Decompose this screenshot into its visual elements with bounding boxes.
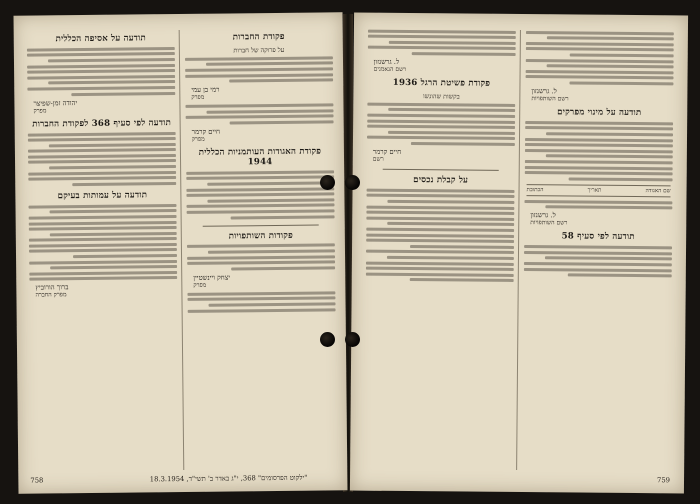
signature-title: מפרק [193,281,207,289]
page-number: 759 [657,476,671,485]
signature-name: ל. גרשנזון [373,57,400,66]
binder-hole [320,332,335,347]
signature-title: רשם הנאמנים [373,65,407,73]
section-heading: פקודת פשיטת הרגל 1936 [392,77,491,89]
section-divider [203,224,319,226]
binder-hole [345,175,360,190]
table-header: הכתובת [526,186,544,193]
section-divider [383,169,499,171]
section-subheading: בקשות שהוגשו [422,92,460,101]
page-number: 758 [30,476,44,485]
section-heading: תודעה על אסיפה הכללית [55,33,147,45]
section-subheading: על פרוקה של חברות [233,45,285,55]
section-heading: תודעה על מינוי מפרקים [557,107,642,118]
signature-name: יהודה זמן-שפיצר [33,98,78,108]
signature-name: ל. גרשנזון [530,211,556,220]
association-table-header [526,184,670,197]
section-heading: פקודת האגודות העותמניות הכללית 1944 [198,146,322,168]
binder-hole [345,332,360,347]
left-page-right-column [185,26,338,476]
table-header: שם האגודה [645,187,671,195]
signature-title: מפרק [33,107,47,115]
signature-title: רשם [372,155,384,163]
right-page [350,13,688,494]
signature-title: מפרק [191,93,205,102]
left-page-left-column [27,28,180,478]
signature-name: יצחק ויינשטיין [193,273,231,282]
section-heading: על קבלת נכסים [413,175,469,186]
left-page [14,12,348,493]
signature-name: חיים קרמר [372,147,402,156]
binder-hole [320,175,335,190]
signature-title: מפרק החברה [35,291,67,299]
right-page-left-column [364,27,516,476]
footer-date: "ילקוט הפרסומים" 368, י"ג באדר ב' תשי"ד, 18.3.1954 [149,473,308,484]
table-header: תאריך [587,187,602,194]
signature-name: ל. גרשנזון [531,87,557,96]
signature-name: ברוך הורוביץ [35,283,69,292]
section-heading: תודעה על עמותות בעיקם [57,190,148,202]
section-heading: תודעה לפי סעיף 58 [561,231,635,243]
section-heading: פקודות השותפויות [228,230,294,242]
signature-title: רשם השותפויות [530,219,568,227]
right-page-right-column [522,28,674,477]
column-rule [179,30,185,470]
signature-title: רשם השותפויות [531,95,569,103]
signature-title: מפרק [191,135,205,143]
signature-name: רמי בן עמי [191,85,220,95]
section-heading: תודעה לפי סעיף 368 לפקודת החברות [32,117,172,130]
signature-name: חיים קרמר [191,127,221,136]
column-rule [516,30,521,470]
section-heading: פקודת החברות [232,31,285,43]
